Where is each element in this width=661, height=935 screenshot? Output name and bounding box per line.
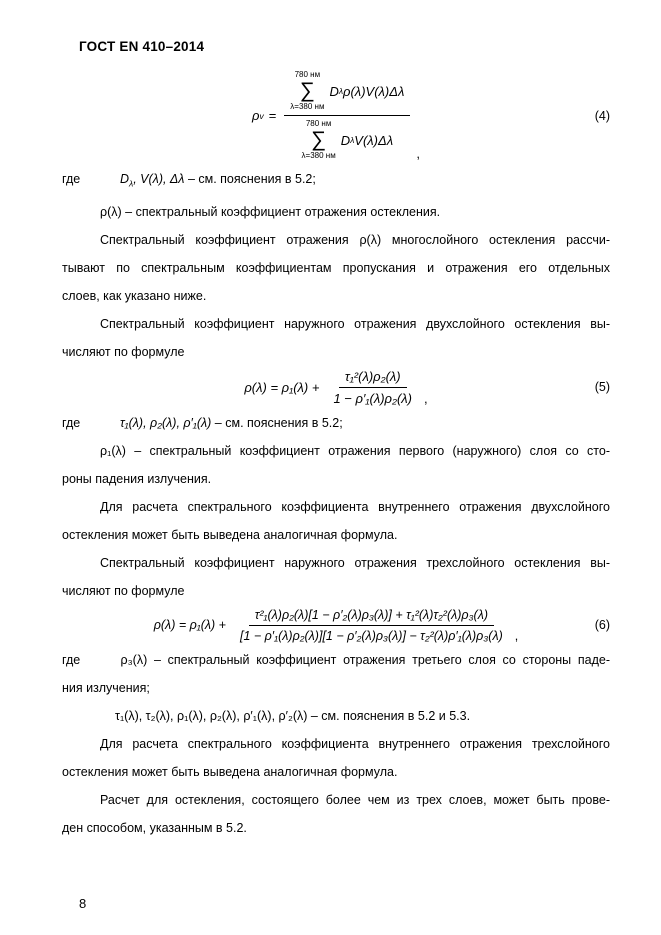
text-line: Для расчета спектрального коэффициента внутреннего отражения двухслойного — [100, 499, 610, 514]
formula6-lhs: ρ(λ) = ρ₁(λ) + — [153, 618, 226, 632]
where-label: где — [62, 415, 81, 430]
where5-tail: – см. пояснения в 5.2; — [214, 415, 343, 430]
formula4-num-expression: ρ(λ)V(λ)Δλ — [343, 83, 405, 99]
symbol-D-sub: λ — [129, 178, 134, 189]
formula5-lhs: ρ(λ) = ρ₁(λ) + — [244, 379, 320, 395]
text-line: ден способом, указанным в 5.2. — [62, 820, 247, 835]
formula4-lhs-sub: v — [259, 110, 264, 121]
formula4-numerator — [284, 70, 410, 116]
formula-6 — [62, 608, 610, 643]
text-line: Спектральный коэффициент наружного отражения двухслойного остекления вы- — [100, 316, 610, 331]
formula6-numerator: τ²₁(λ)ρ₂(λ)[1 − ρ′₂(λ)ρ₃(λ)] + τ₁²(λ)τ₂²(λ)ρ₃(λ) — [249, 608, 494, 626]
text-line: остекления может быть выведена аналогичная формула. — [62, 764, 398, 779]
sigma-icon: ∑ — [311, 128, 327, 151]
formula5-denominator: 1 − ρ′₁(λ)ρ₂(λ) — [333, 390, 413, 406]
formula5-fraction — [327, 369, 418, 406]
formula-comma: , — [424, 390, 428, 406]
where-clause-6 — [62, 646, 610, 702]
formula6-fraction — [234, 608, 509, 643]
paragraph-three-layer-intro — [62, 549, 610, 605]
equals-sign: = — [268, 108, 277, 123]
sum-lower-limit: λ=380 нм — [290, 102, 325, 111]
text-line: числяют по формуле — [62, 344, 185, 359]
paragraph-inner-two-layer — [62, 493, 610, 549]
formula-5 — [62, 369, 610, 406]
coefficient-D-sub: λ — [350, 135, 355, 145]
formula6-number: (6) — [594, 618, 610, 632]
symbols-list-6 — [62, 702, 610, 730]
text-line: числяют по формуле — [62, 583, 185, 598]
sum-symbol — [290, 70, 324, 112]
formula5-numerator: τ₁²(λ)ρ₂(λ) — [339, 369, 407, 388]
text-line: остекления может быть выведена аналогичная формула. — [62, 527, 398, 542]
paragraph-final — [62, 786, 610, 842]
formula4-lhs: ρ — [251, 108, 260, 123]
text-line: тывают по спектральным коэффициентам пропускания и отражения его отдельных — [62, 260, 610, 275]
text-line: Расчет для остекления, состоящего более чем из трех слоев, может быть прове- — [100, 792, 610, 807]
text-line: ρ(λ) – спектральный коэффициент отражения остекления. — [100, 204, 441, 219]
symbol-D: D — [120, 172, 130, 186]
paragraph-multilayer — [62, 226, 610, 310]
text-line: Спектральный коэффициент отражения ρ(λ) многослойного остекления рассчи- — [100, 232, 610, 247]
definition-rho — [62, 198, 610, 226]
where-clause-4 — [62, 165, 610, 198]
formula4-number: (4) — [594, 108, 610, 123]
sum-lower-limit: λ=380 нм — [301, 151, 336, 160]
text-line: ρ₁(λ) – спектральный коэффициент отражения первого (наружного) слоя со сто- — [100, 443, 610, 458]
text-line: ния излучения; — [62, 680, 150, 695]
coefficient-D: D — [329, 83, 339, 99]
formula-comma: , — [416, 146, 421, 161]
coefficient-D: D — [340, 132, 351, 148]
formula4-fraction — [284, 70, 410, 161]
formula4-den-expression: V(λ)Δλ — [354, 132, 394, 148]
page-number: 8 — [79, 896, 87, 911]
where5-content — [120, 409, 343, 437]
sum-upper-limit: 780 нм — [294, 70, 321, 79]
paragraph-inner-three-layer — [62, 730, 610, 786]
formula-comma: , — [514, 628, 519, 643]
where4-symbols: , V(λ), Δλ — [133, 172, 188, 186]
text-line: Спектральный коэффициент наружного отражения трехслойного остекления вы- — [100, 555, 610, 570]
definition-rho1 — [62, 437, 610, 493]
where-clause-5 — [62, 409, 610, 437]
sum-upper-limit: 780 нм — [305, 119, 332, 128]
where4-tail: – см. пояснения в 5.2; — [187, 172, 316, 186]
where-label: где — [62, 172, 81, 186]
where4-content — [120, 165, 316, 198]
coefficient-D-sub: λ — [338, 86, 344, 96]
formula-4 — [62, 70, 610, 161]
text-line: τ₁(λ), τ₂(λ), ρ₁(λ), ρ₂(λ), ρ′₁(λ), ρ′₂(λ) – см. пояснения в 5.2 и 5.3. — [115, 708, 471, 723]
text-line: слоев, как указано ниже. — [62, 288, 207, 303]
text-line: где ρ₃(λ) – спектральный коэффициент отражения третьего слоя со стороны паде- — [62, 652, 610, 667]
sigma-icon: ∑ — [299, 79, 315, 102]
text-line: роны падения излучения. — [62, 471, 212, 486]
formula6-denominator: [1 − ρ′₁(λ)ρ₂(λ)][1 − ρ′₂(λ)ρ₃(λ)] − τ₂²(λ)ρ′₁(λ)ρ₃(λ) — [239, 628, 503, 643]
paragraph-two-layer-intro — [62, 310, 610, 366]
formula5-number: (5) — [594, 380, 610, 394]
sum-symbol — [302, 119, 336, 161]
formula4-denominator — [296, 116, 400, 161]
document-header: ГОСТ EN 410–2014 — [79, 39, 205, 54]
where5-symbols: τ₁(λ), ρ₂(λ), ρ′₁(λ) — [120, 415, 215, 430]
text-line: Для расчета спектрального коэффициента внутреннего отражения трехслойного — [100, 736, 610, 751]
